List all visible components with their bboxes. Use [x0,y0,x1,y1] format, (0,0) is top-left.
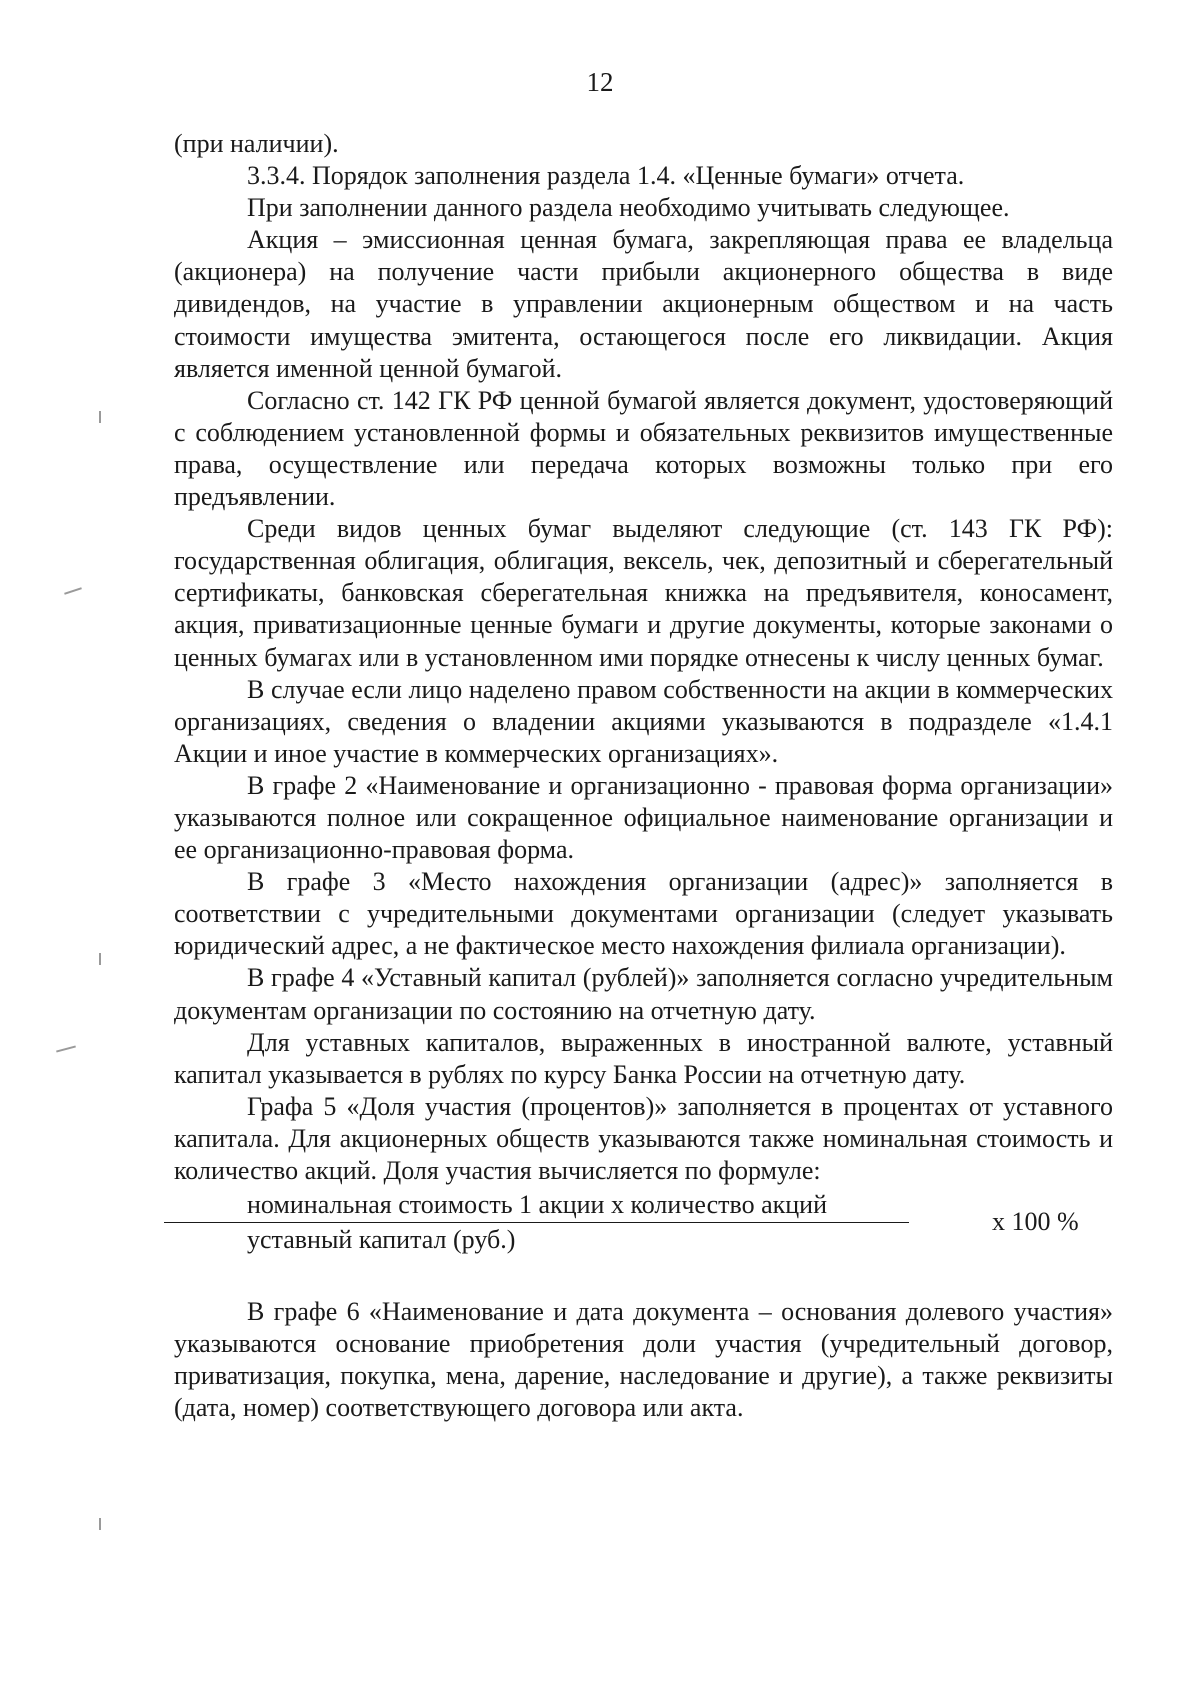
paragraph: Согласно ст. 142 ГК РФ ценной бумагой является документ, удостоверяющий с соблюдением установленной формы и обязательных реквизитов имущественные права, осуществление или передача которых возможны только при его предъявлении. [174,385,1113,512]
spacer [174,1260,1113,1296]
page-number: 12 [586,67,614,97]
formula-multiplier: х 100 % [992,1207,1079,1237]
paragraph: В графе 4 «Уставный капитал (рублей)» заполняется согласно учредительным документам организации по состоянию на отчетную дату. [174,963,1113,1025]
scan-mark [99,953,101,965]
formula-numerator: номинальная стоимость 1 акции х количество акций [247,1190,827,1220]
scan-mark [99,411,101,423]
paragraph: Акция – эмиссионная ценная бумага, закрепляющая права ее владельца (акционера) на получение части прибыли акционерного общества в виде дивидендов, на участие в управлении акционерным обществом и на часть стоимости имущества эмитента, остающегося после его ликвидации. Акция является именной ценной бумагой. [174,225,1113,383]
paragraph: В случае если лицо наделено правом собственности на акции в коммерческих организациях, сведения о владении акциями указываются в подразделе «1.4.1 Акции и иное участие в коммерческих организациях». [174,674,1113,768]
paragraph: В графе 2 «Наименование и организационно - правовая форма организации» указываются полное или сокращенное официальное наименование организации и ее организационно-правовая форма. [174,770,1113,865]
scan-mark [64,587,82,594]
formula-denominator: уставный капитал (руб.) [247,1225,516,1255]
paragraph: В графе 3 «Место нахождения организации (адрес)» заполняется в соответствии с учредительными документами организации (следует указывать юридический адрес, а не фактическое место нахождения филиала организации). [174,867,1113,961]
document-body [174,128,1113,1424]
scan-mark [99,1518,101,1530]
fraction-line [164,1222,909,1223]
paragraph: (при наличии). [174,129,339,158]
paragraph: При заполнении данного раздела необходимо учитывать следующее. [247,193,1010,223]
paragraph: Графа 5 «Доля участия (процентов)» заполняется в процентах от уставного капитала. Для акционерных обществ указываются также номинальная стоимость и количество акций. Доля участия вычисляется по формуле: [174,1091,1113,1185]
share-formula [174,1187,1113,1260]
paragraph: Среди видов ценных бумаг выделяют следующие (ст. 143 ГК РФ): государственная облигация, облигация, вексель, чек, депозитный и сберегательный сертификаты, банковская сберегательная книжка на предъявителя, коносамент, акция, приватизационные ценные бумаги и другие документы, которые законами о ценных бумагах или в установленном ими порядке отнесены к числу ценных бумаг. [174,514,1113,672]
section-heading: 3.3.4. Порядок заполнения раздела 1.4. «Ценные бумаги» отчета. [247,161,965,191]
paragraph: В графе 6 «Наименование и дата документа – основания долевого участия» указываются основание приобретения доли участия (учредительный договор, приватизация, покупка, мена, дарение, наследование и другие), а также реквизиты (дата, номер) соответствующего договора или акта. [174,1297,1113,1423]
scan-mark [56,1045,76,1052]
paragraph: Для уставных капиталов, выраженных в иностранной валюте, уставный капитал указывается в рублях по курсу Банка России на отчетную дату. [174,1027,1113,1089]
